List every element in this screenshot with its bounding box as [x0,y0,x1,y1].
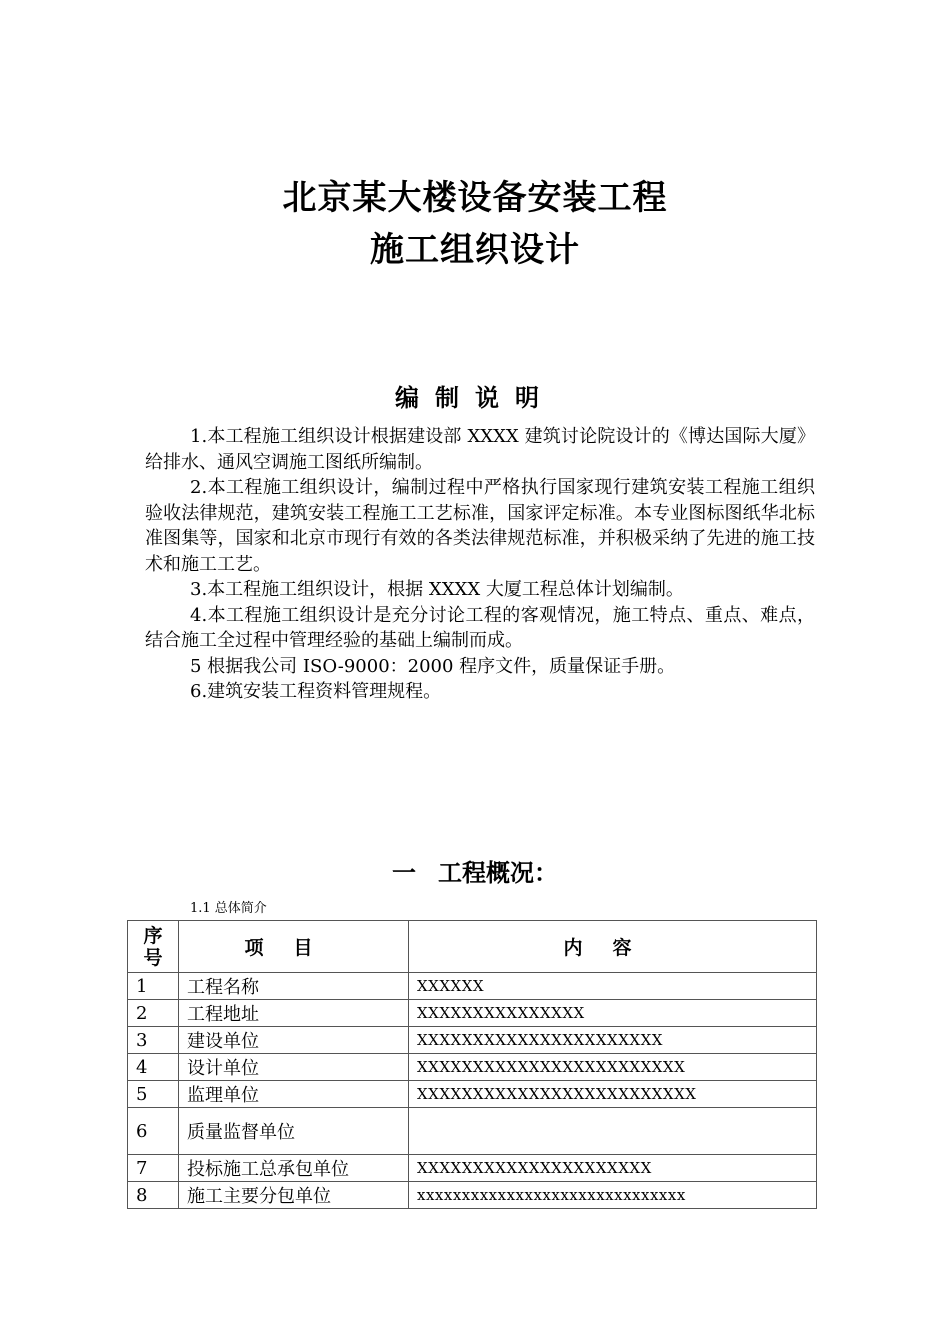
preface-paragraph: 6.建筑安装工程资料管理规程。 [190,681,442,702]
cell-item: 施工主要分包单位 [179,1182,409,1209]
cell-content: XXXXXX [409,973,817,1000]
cell-content: XXXXXXXXXXXXXXXXXXXXXXXXX [409,1081,817,1108]
preface-paragraph: 1.本工程施工组织设计根据建设部 XXXX 建筑讨论院设计的《博达国际大厦》给排水、通风空调施工图纸所编制。 [145,426,815,473]
cell-item: 投标施工总承包单位 [179,1155,409,1182]
table-row [128,1108,817,1155]
cell-content: XXXXXXXXXXXXXXXXXXXXXXXX [409,1054,817,1081]
cell-item: 监理单位 [179,1081,409,1108]
cell-item: 设计单位 [179,1054,409,1081]
document-title-line-2: 施工组织设计 [370,230,580,270]
cell-seq: 5 [128,1081,179,1108]
cell-seq: 7 [128,1155,179,1182]
document-title-line-1: 北京某大楼设备安装工程 [282,178,668,218]
preface-paragraph: 2.本工程施工组织设计，编制过程中严格执行国家现行建筑安装工程施工组织验收法律规范，建筑安装工程施工工艺标准，国家评定标准。本专业图标图纸华北标准图集等，国家和北京市现行有效的各类法律规范标准，并积极采纳了先进的施工技术和施工工艺。 [145,477,815,575]
table-header-row [128,921,817,973]
cell-content [409,1108,817,1155]
section-title: 工程概况： [438,859,558,887]
table-row [128,1155,817,1182]
table-row [128,1081,817,1108]
cell-seq: 2 [128,1000,179,1027]
cell-content: XXXXXXXXXXXXXXX [409,1000,817,1027]
table-row [128,1000,817,1027]
header-seq-line-1: 序 [143,924,163,947]
section-number: 一 [392,859,416,887]
header-seq-line-2: 号 [143,946,163,969]
table-row [128,1182,817,1209]
header-item: 项目 [179,921,409,973]
preface-paragraph: 5 根据我公司 ISO-9000：2000 程序文件，质量保证手册。 [190,655,676,677]
table-row [128,973,817,1000]
header-seq [128,921,179,973]
cell-seq: 6 [128,1108,179,1155]
section-heading [0,856,950,890]
cell-seq: 1 [128,973,179,1000]
preface-heading: 编制说明 [395,384,555,412]
header-content: 内容 [409,921,817,973]
cell-item: 建设单位 [179,1027,409,1054]
preface-paragraph: 3.本工程施工组织设计，根据 XXXX 大厦工程总体计划编制。 [190,579,684,600]
preface-paragraph: 4.本工程施工组织设计是充分讨论工程的客观情况，施工特点、重点、难点，结合施工全过程中管理经验的基础上编制而成。 [145,604,815,651]
cell-content: xxxxxxxxxxxxxxxxxxxxxxxxxxxxxx [409,1182,817,1209]
cell-item: 工程地址 [179,1000,409,1027]
cell-item: 工程名称 [179,973,409,1000]
cell-seq: 8 [128,1182,179,1209]
cell-content: XXXXXXXXXXXXXXXXXXXXX [409,1155,817,1182]
project-overview-table [127,920,817,1209]
table-row [128,1054,817,1081]
cell-seq: 3 [128,1027,179,1054]
table-caption: 1.1 总体简介 [190,901,267,916]
cell-item: 质量监督单位 [179,1108,409,1155]
cell-seq: 4 [128,1054,179,1081]
cell-content: XXXXXXXXXXXXXXXXXXXXXX [409,1027,817,1054]
preface-body [145,424,815,705]
table-row [128,1027,817,1054]
